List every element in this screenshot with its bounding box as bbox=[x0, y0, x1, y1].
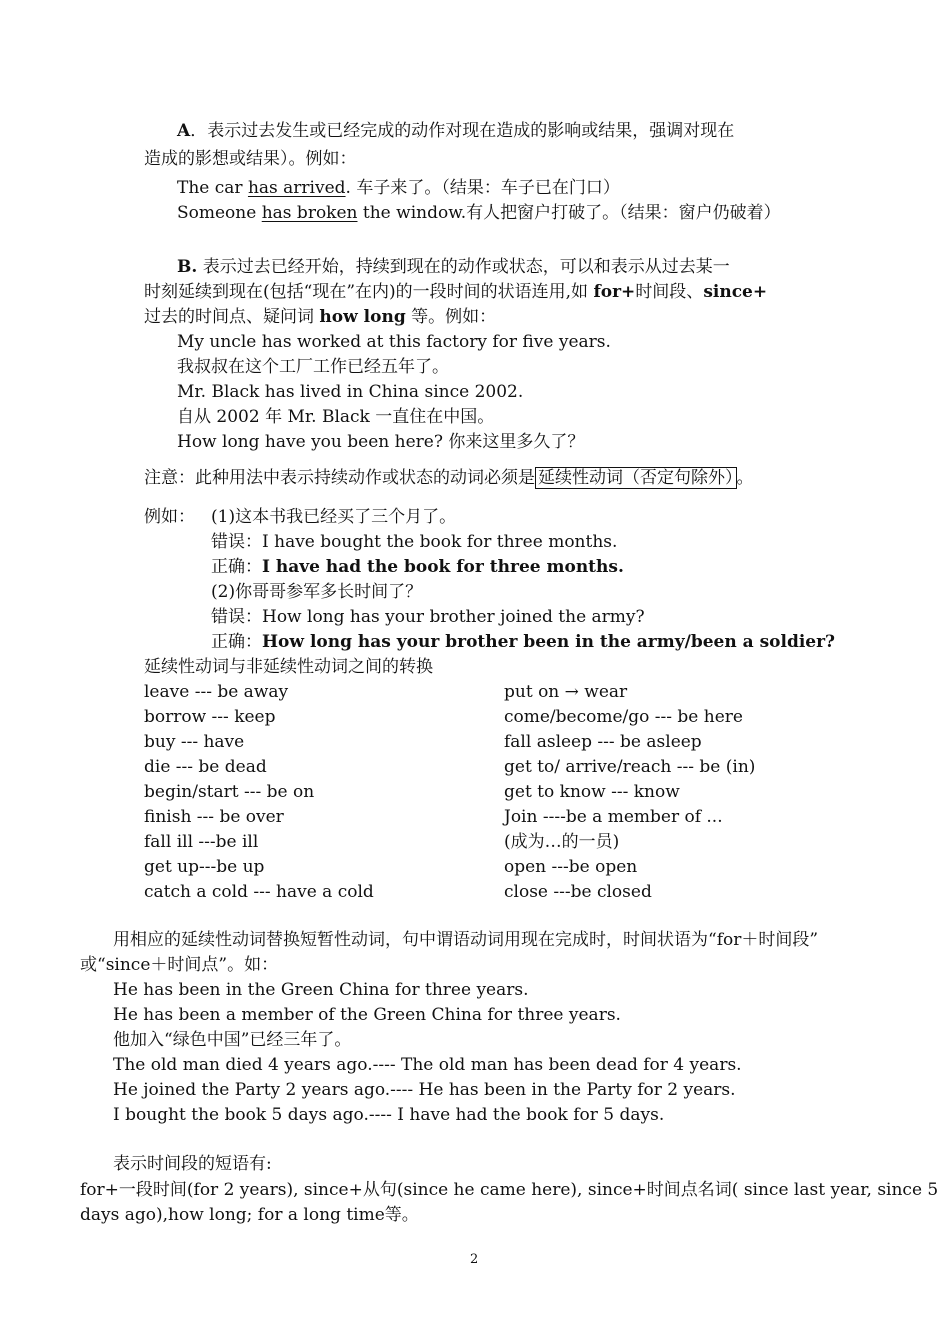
underlined-verb: has arrived bbox=[247, 178, 346, 198]
underlined-verb: has broken bbox=[261, 203, 358, 223]
phrases-line-1: for+一段时间(for 2 years), since+从句(since he came here), since+时间点名词( since last year, since 5 bbox=[80, 1180, 939, 1200]
conversion-left-item: borrow --- keep bbox=[144, 707, 276, 727]
conversion-right-item: close ---be closed bbox=[504, 882, 652, 902]
note-line: 注意：此种用法中表示持续动作或状态的动词必须是 延续性动词（否定句除外） 。 bbox=[144, 468, 754, 488]
section-b-example: Mr. Black has lived in China since 2002. bbox=[177, 382, 524, 402]
conversion-left-item: finish --- be over bbox=[144, 807, 284, 827]
section-b-example: 我叔叔在这个工厂工作已经五年了。 bbox=[177, 357, 449, 377]
section-a-example-2: Someone has broken the window.有人把窗户打破了。（结果：窗户仍破着） bbox=[177, 203, 781, 223]
replace-example: The old man died 4 years ago.---- The old man has been dead for 4 years. bbox=[113, 1055, 742, 1075]
example-question: (2)你哥哥参军多长时间了？ bbox=[211, 582, 423, 602]
section-b-example: My uncle has worked at this factory for five years. bbox=[177, 332, 611, 352]
section-b-label: B. bbox=[177, 257, 198, 277]
conversion-left-item: get up---be up bbox=[144, 857, 265, 877]
conversion-right-item: (成为…的一员) bbox=[504, 832, 620, 852]
conversion-right-item: get to/ arrive/reach --- be (in) bbox=[504, 757, 756, 777]
conversion-left-item: leave --- be away bbox=[144, 682, 289, 702]
section-b-example: 自从 2002 年 Mr. Black 一直住在中国。 bbox=[177, 407, 495, 427]
conversion-right-item: fall asleep --- be asleep bbox=[504, 732, 702, 752]
example-question: (1)这本书我已经买了三个月了。 bbox=[211, 507, 457, 527]
conversion-left-item: buy --- have bbox=[144, 732, 245, 752]
example-wrong: 错误：I have bought the book for three months. bbox=[211, 532, 618, 552]
replace-line-1: 用相应的延续性动词替换短暂性动词，句中谓语动词用现在完成时，时间状语为“for＋时间段” bbox=[113, 930, 819, 950]
replace-example: 他加入“绿色中国”已经三年了。 bbox=[113, 1030, 352, 1050]
replace-example: He joined the Party 2 years ago.---- He has been in the Party for 2 years. bbox=[113, 1080, 736, 1100]
conversion-left-item: begin/start --- be on bbox=[144, 782, 315, 802]
section-b-example: How long have you been here? 你来这里多久了？ bbox=[177, 432, 585, 452]
conversion-right-item: get to know --- know bbox=[504, 782, 680, 802]
examples-label: 例如： bbox=[144, 507, 195, 527]
page-number: 2 bbox=[470, 1252, 479, 1267]
conversion-right-item: come/become/go --- be here bbox=[504, 707, 743, 727]
section-a-line-2: 造成的影想或结果）。例如： bbox=[144, 149, 357, 169]
section-a-example-1: The car has arrived. 车子来了。（结果：车子已在门口） bbox=[177, 178, 620, 198]
replace-line-2: 或“since＋时间点”。如： bbox=[80, 955, 279, 975]
replace-example: I bought the book 5 days ago.---- I have had the book for 5 days. bbox=[113, 1105, 665, 1125]
conversion-left-item: fall ill ---be ill bbox=[144, 832, 259, 852]
conversion-right-item: Join ----be a member of ... bbox=[504, 807, 723, 827]
boxed-term: 延续性动词（否定句除外） bbox=[535, 467, 737, 489]
phrases-line-2: days ago),how long; for a long time等。 bbox=[80, 1205, 419, 1225]
example-wrong: 错误：How long has your brother joined the army? bbox=[211, 607, 645, 627]
example-right: 正确：I have had the book for three months. bbox=[211, 557, 624, 577]
phrases-title: 表示时间段的短语有: bbox=[113, 1154, 272, 1174]
section-a-line-1: A．表示过去发生或已经完成的动作对现在造成的影响或结果，强调对现在 bbox=[177, 121, 735, 141]
conversion-right-item: put on → wear bbox=[504, 682, 628, 702]
replace-example: He has been a member of the Green China for three years. bbox=[113, 1005, 621, 1025]
section-b-line-1: B. 表示过去已经开始，持续到现在的动作或状态，可以和表示从过去某一 bbox=[177, 257, 730, 277]
conversion-right-item: open ---be open bbox=[504, 857, 638, 877]
section-b-line-3: 过去的时间点、疑问词 how long 等。例如： bbox=[144, 307, 497, 327]
section-b-line-2: 时刻延续到现在(包括“现在”在内)的一段时间的状语连用,如 for+时间段、since+ bbox=[144, 282, 768, 302]
section-a-label: A bbox=[177, 121, 191, 141]
replace-example: He has been in the Green China for three years. bbox=[113, 980, 529, 1000]
example-right: 正确：How long has your brother been in the army/been a soldier? bbox=[211, 632, 836, 652]
conversion-left-item: die --- be dead bbox=[144, 757, 267, 777]
conversion-left-item: catch a cold --- have a cold bbox=[144, 882, 374, 902]
conversion-title: 延续性动词与非延续性动词之间的转换 bbox=[144, 657, 433, 677]
